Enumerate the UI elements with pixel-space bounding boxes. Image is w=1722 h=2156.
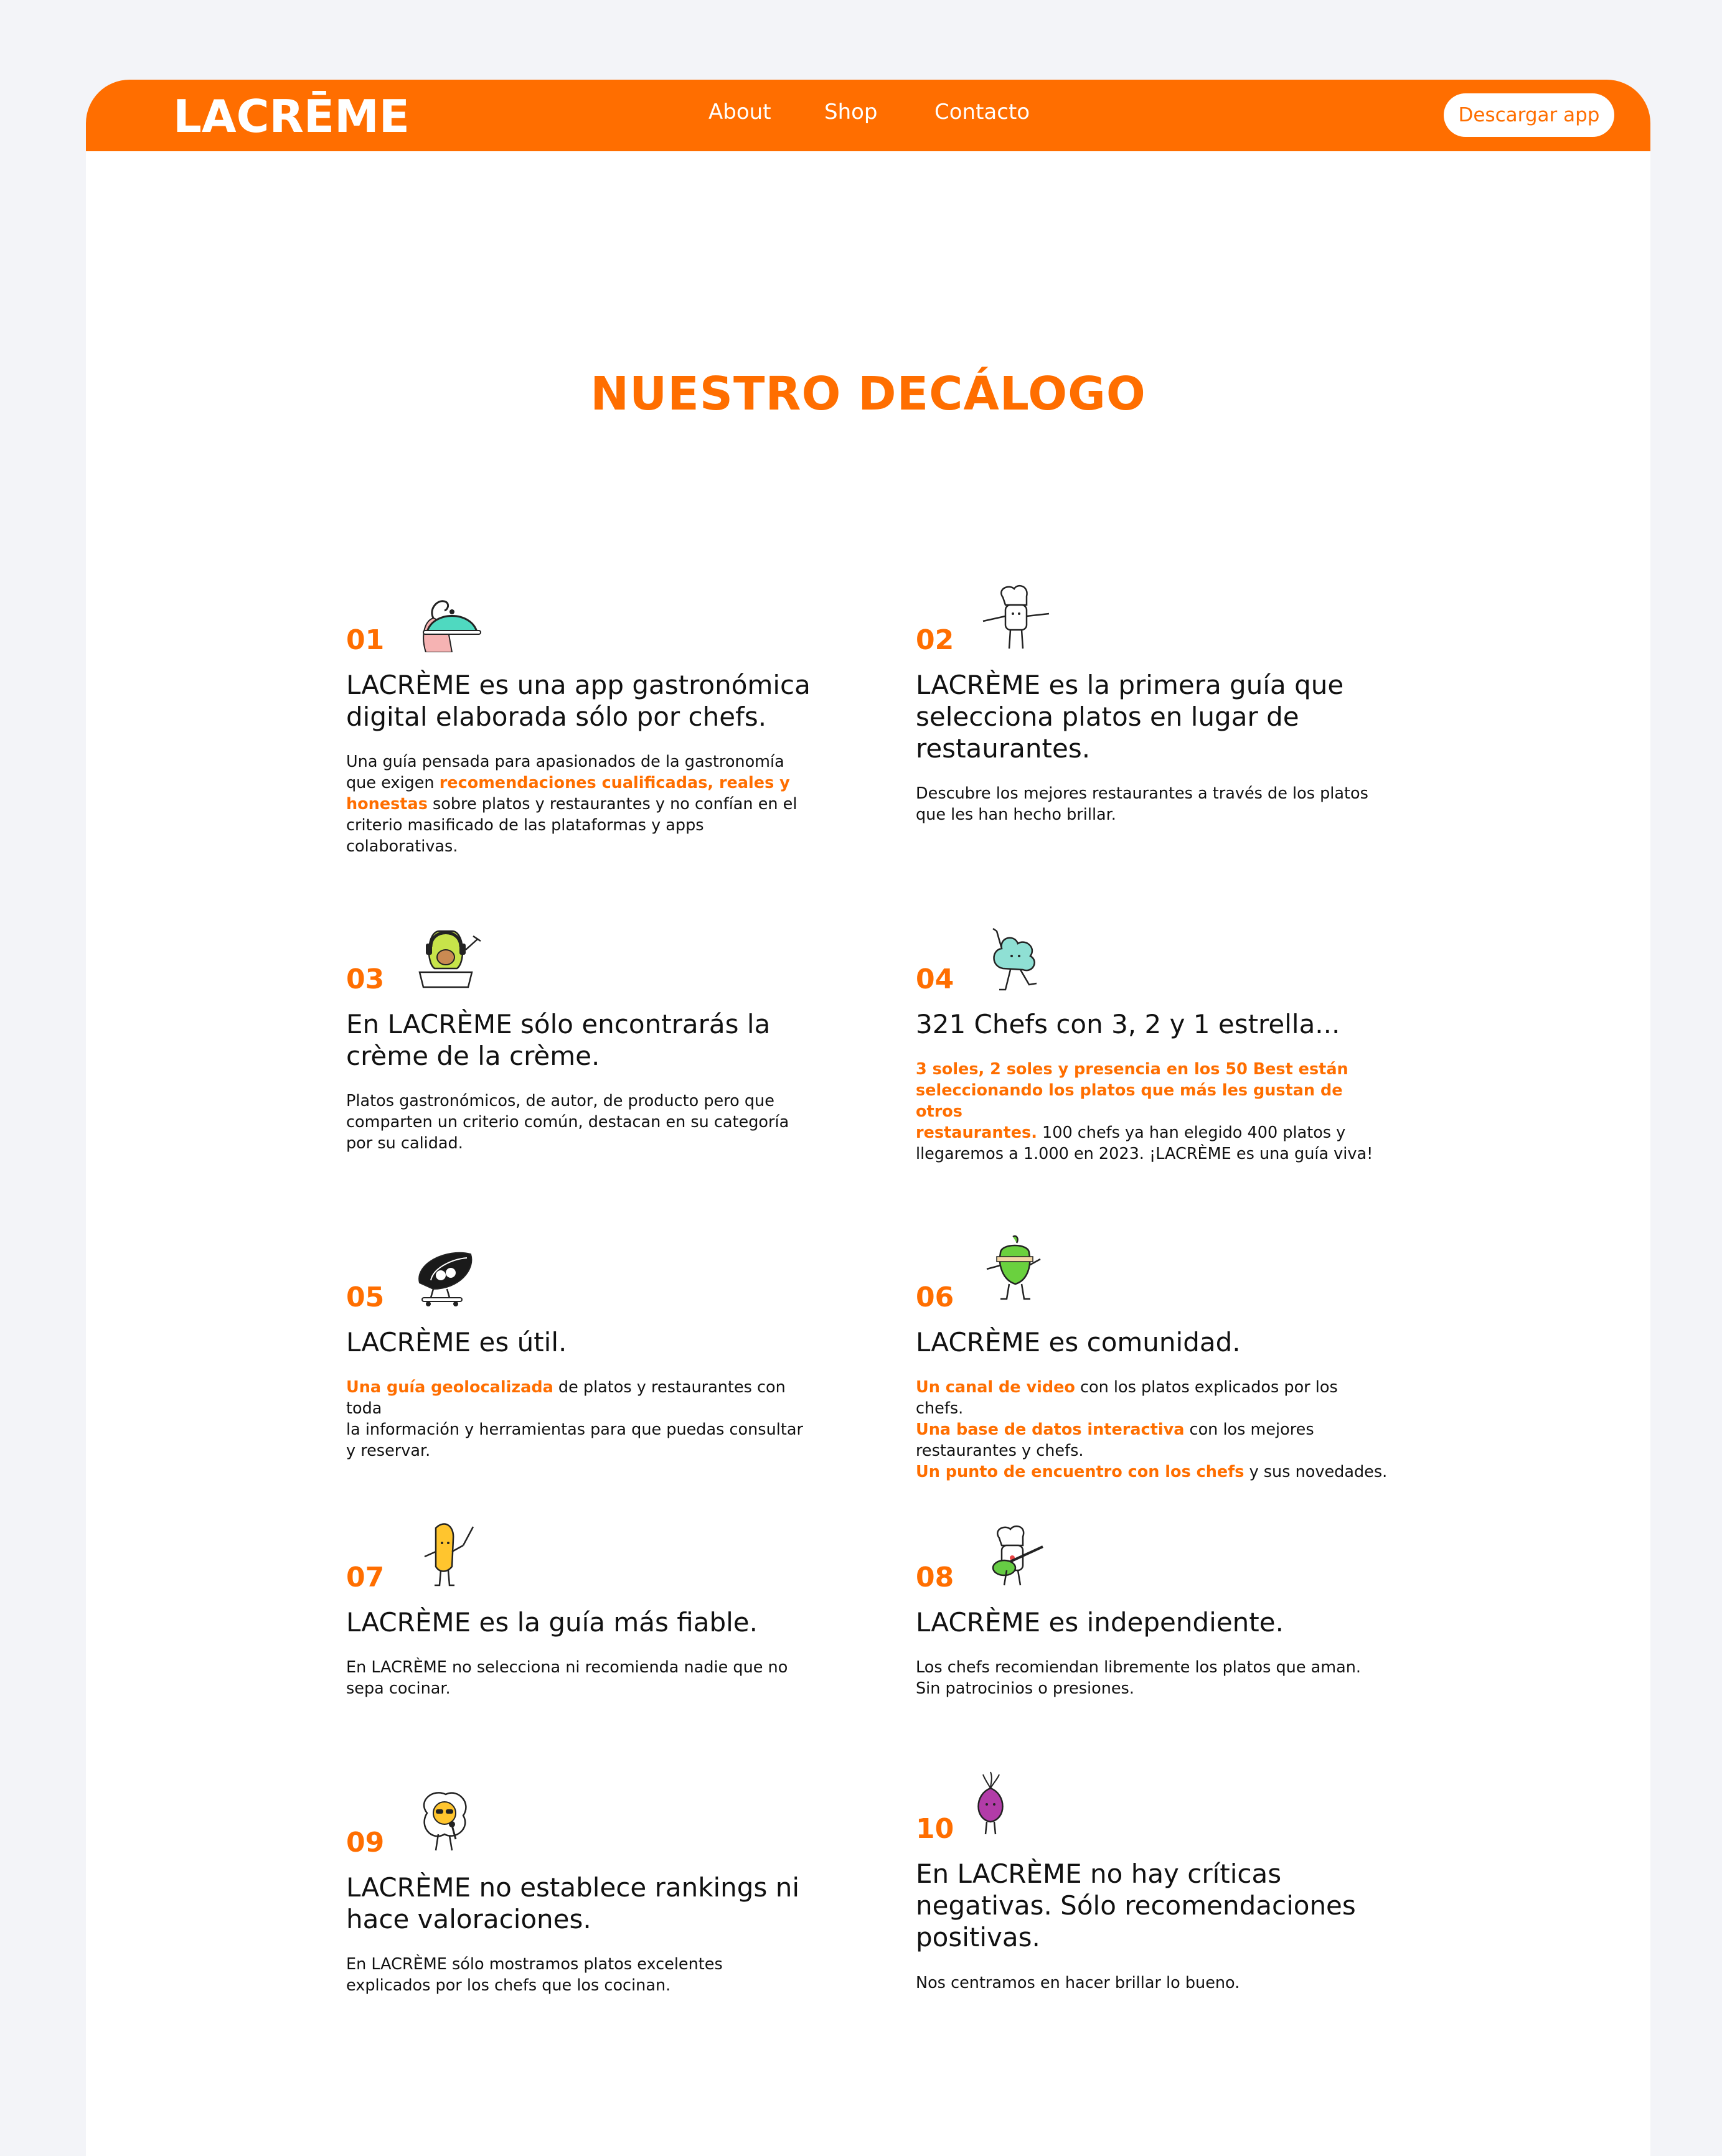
item-heading: 321 Chefs con 3, 2 y 1 estrella...	[916, 1009, 1340, 1039]
logo-text: LACRĒME	[173, 90, 410, 143]
item-heading: En LACRÈME sólo encontrarás la crème de la crème.	[346, 1009, 771, 1071]
item-number: 01	[346, 624, 385, 656]
item-number: 02	[916, 624, 954, 656]
item-description: En LACRÈME sólo mostramos platos excelentes explicados por los chefs que los cocinan.	[346, 1955, 723, 1995]
item-heading: En LACRÈME no hay críticas negativas. Sólo recomendaciones positivas.	[916, 1858, 1356, 1952]
item-heading: LACRÈME es la primera guía que selecciona platos en lugar de restaurantes.	[916, 670, 1344, 764]
chef-guitar-icon	[978, 1524, 1059, 1587]
nav-shop-link[interactable]: Shop	[824, 100, 878, 124]
item-number: 09	[346, 1827, 385, 1858]
nav-about-link[interactable]: About	[708, 100, 771, 124]
corn-conductor-icon	[408, 1521, 483, 1589]
item-description: Los chefs recomiendan libremente los platos que aman. Sin patrocinios o presiones.	[916, 1658, 1361, 1698]
item-number: 05	[346, 1282, 385, 1313]
item-description: Una guía geolocalizada de platos y restaurantes con toda la información y herramientas para que puedas consultar y reservar.	[346, 1378, 803, 1460]
item-heading: LACRÈME es independiente.	[916, 1607, 1284, 1638]
item-heading: LACRÈME es comunidad.	[916, 1327, 1241, 1357]
waiter-cloche-icon	[408, 593, 483, 652]
item-description: Una guía pensada para apasionados de la gastronomía que exigen recomendaciones cualificadas, reales y honestas sobre platos y restaurantes y no confían en el criterio masificado de las plataformas y apps colaborativas.	[346, 752, 797, 856]
item-description: Un canal de video con los platos explicados por los chefs. Una base de datos interactiva con los mejores restaurantes y chefs. Un punto de encuentro con los chefs y sus novedades.	[916, 1378, 1388, 1481]
item-description: 3 soles, 2 soles y presencia en los 50 Best están seleccionando los platos que más les gustan de otros restaurantes. 100 chefs ya han elegido 400 platos y llegaremos a 1.000 en 2023. ¡LACRÈME es una guía viva!	[916, 1060, 1373, 1163]
item-number: 07	[346, 1562, 385, 1593]
onion-character-icon	[966, 1769, 1015, 1838]
nav-contact-link[interactable]: Contacto	[934, 100, 1030, 124]
item-description: En LACRÈME no selecciona ni recomienda nadie que no sepa cocinar.	[346, 1658, 788, 1698]
download-app-button[interactable]: Descargar app	[1444, 93, 1614, 137]
chef-hat-character-icon	[978, 584, 1053, 652]
item-heading: LACRÈME es útil.	[346, 1327, 567, 1357]
item-description: Platos gastronómicos, de autor, de producto pero que comparten un criterio común, destacan en su categoría por su calidad.	[346, 1092, 789, 1153]
item-description: Descubre los mejores restaurantes a través de los platos que les han hecho brillar.	[916, 784, 1368, 824]
section-title: NUESTRO DECÁLOGO	[590, 367, 1146, 421]
item-number: 03	[346, 963, 385, 995]
item-number: 04	[916, 963, 954, 995]
item-number: 08	[916, 1562, 954, 1593]
avocado-dj-icon	[408, 925, 489, 993]
lacreme-logo[interactable]	[173, 82, 410, 144]
top-navbar	[86, 80, 1650, 151]
item-heading: LACRÈME no establece rankings ni hace valoraciones.	[346, 1872, 799, 1934]
page-card	[86, 80, 1650, 2156]
item-description: Nos centramos en hacer brillar lo bueno.	[916, 1974, 1240, 1992]
mussel-skateboard-icon	[408, 1245, 483, 1308]
item-heading: LACRÈME es la guía más fiable.	[346, 1607, 758, 1638]
pepper-character-icon	[978, 1234, 1053, 1303]
item-number: 06	[916, 1282, 954, 1313]
item-number: 10	[916, 1813, 954, 1845]
egg-singer-icon	[408, 1788, 483, 1854]
broccoli-character-icon	[978, 925, 1053, 993]
item-heading: LACRÈME es una app gastronómica digital elaborada sólo por chefs.	[346, 670, 811, 732]
